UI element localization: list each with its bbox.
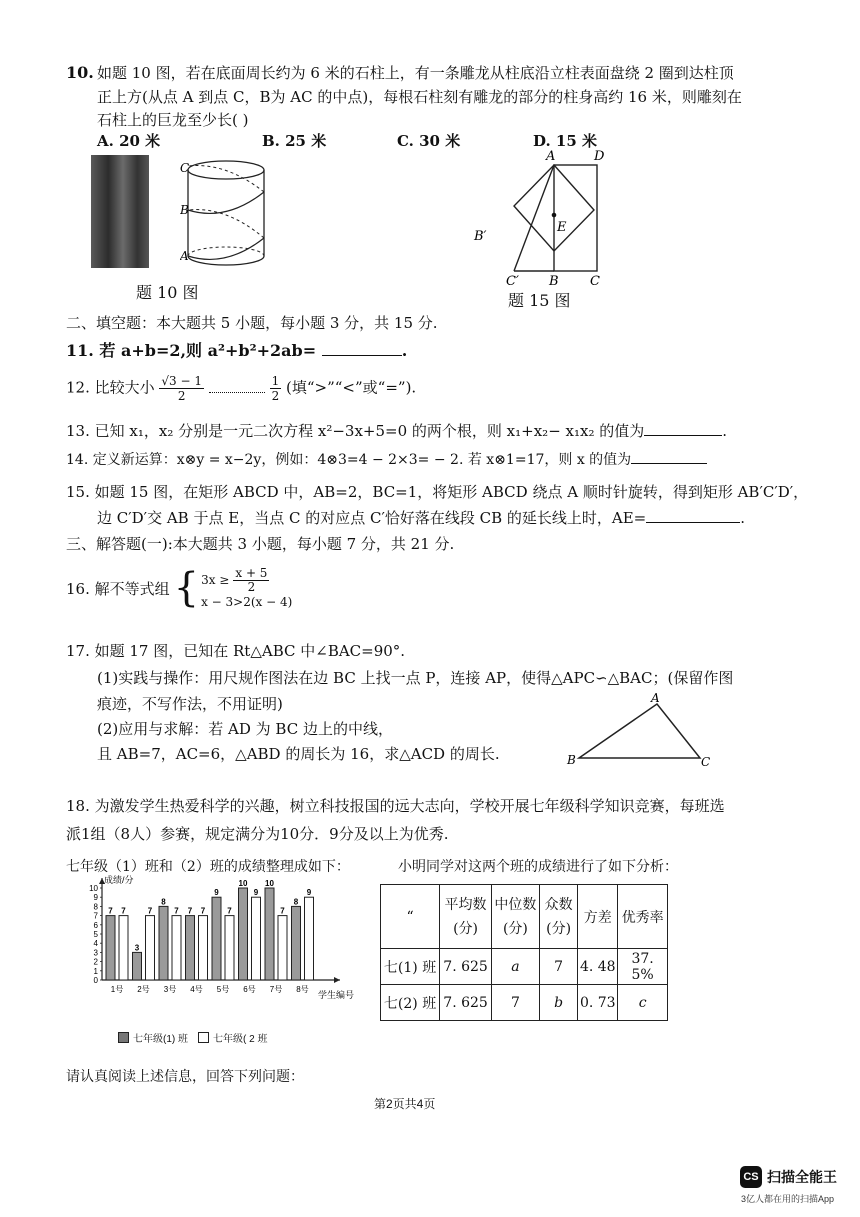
q18-line1: 18. 为激发学生热爱科学的兴趣，树立科技报国的远大志向，学校开展七年级科学知识竞赛，每班选 [66,797,725,815]
stats-table [380,884,668,1021]
y-tick-label: 8 [93,902,98,912]
bar-class2 [199,916,208,980]
fig17-label-a: A [651,691,660,705]
stats-header-row [381,885,668,949]
x-tick-label: 1号 [110,985,124,994]
q18-table-intro: 小明同学对这两个班的成绩进行了如下分析： [398,859,678,875]
q18-line2: 派1组（8人）参赛，规定满分为10分．9分及以上为优秀. [66,825,449,843]
x-tick-label: 5号 [216,985,230,994]
q15-line2: 边 C′D′交 AB 于点 E，当点 C 的对应点 C′恰好落在线段 CB 的延长线上时，AE= [97,509,647,527]
cell-class2-rate: c [618,985,668,1021]
q10-line2: 正上方(从点 A 到点 C，B为 AC 的中点)，每根石柱刻有雕龙的部分的柱身高约 16 米，则雕刻在 [97,88,742,106]
bar-value-label-class2: 7 [200,906,206,916]
x-tick-label: 6号 [243,985,256,994]
cell-class1-variance: 4. 48 [578,949,618,985]
bar-value-label-class2: 7 [121,906,126,916]
fig15-label-c: C [590,274,600,285]
q15-line1: 15. 如题 15 图，在矩形 ABCD 中，AB=2，BC=1，将矩形 ABCD 绕点 A 顺时针旋转，得到矩形 AB′C′D′， [66,483,809,501]
q11 [66,340,407,362]
y-axis-label: 成绩/分 [104,875,134,885]
bar-class2 [172,916,181,980]
fig10-label-a: A [180,249,189,263]
y-tick-label: 1 [93,966,98,976]
bar-class2 [146,916,155,980]
header-mean: 平均数 (分) [440,885,492,949]
q16-ineq1-den: 2 [247,579,256,594]
q13-answer-blank[interactable] [644,421,722,436]
q16-pre: 16. 解不等式组 [66,579,170,598]
q14-text: 14. 定义新运算：x⊗y = x−2y，例如：4⊗3=4 − 2×3= − 2. 若 x⊗1=17，则 x 的值为 [66,452,632,468]
q10-number: 10. [66,63,94,82]
y-tick-label: 7 [93,911,98,921]
legend-swatch-class2 [198,1032,209,1043]
bar-value-label-class2: 7 [147,906,153,916]
q12-frac2-den: 2 [271,389,280,403]
fig15-label-a: A [546,149,556,164]
q10-line1: 如题 10 图，若在底面周长约为 6 米的石柱上，有一条雕龙从柱底沿立柱表面盘绕 2 圈到达柱顶 [97,64,734,82]
q16-ineq1-left: 3x ≥ [201,573,230,587]
q17-line1: 17. 如题 17 图，已知在 Rt△ABC 中∠BAC=90°. [66,642,406,660]
q16: 16. 解不等式组 { 3x ≥ $\frac{x + 5}{2}$ x − 3>2(x − 4) [66,565,293,611]
q10-option-c: C. 30 米 [397,132,461,150]
closing-instruction: 请认真阅读上述信息，回答下列问题： [66,1069,304,1085]
brand-slogan: 3亿人都在用的扫描App [741,1194,835,1204]
x-axis-arrow [334,977,340,983]
figure-15-caption: 题 15 图 [508,291,571,310]
q12-frac2-num: 1 [271,374,280,388]
bar-class1 [239,888,248,980]
y-tick-label: 6 [93,920,98,930]
q12-pre: 12. 比较大小 [66,378,155,397]
fig15-label-b: B [549,274,559,285]
bar-class1 [265,888,274,980]
figure-10-caption: 题 10 图 [136,283,199,302]
legend-label-class2: 七年级( 2 班 [213,1034,268,1045]
bar-class2 [252,897,261,980]
q15-answer-blank[interactable] [646,508,740,523]
section-3-heading: 三、解答题(一):本大题共 3 小题，每小题 7 分，共 21 分. [66,535,455,553]
page-number: 第2页共4页 [374,1097,436,1111]
figure-17-triangle [565,690,725,772]
cell-class1-mode: 7 [539,949,577,985]
q15-end: . [740,509,746,527]
scanner-brand [740,1166,837,1188]
bar-value-label-class2: 9 [306,888,312,898]
bar-class2 [305,897,314,980]
q12-frac1-num: √3 − 1 [161,374,203,388]
score-bar-chart [82,872,362,1027]
q16-ineq1-num: x + 5 [235,565,268,580]
bar-value-label-class2: 7 [280,906,285,916]
q18-chart-intro: 七年级（1）班和（2）班的成绩整理成如下： [66,859,350,875]
cell-class1-rate: 37. 5% [618,949,668,985]
bar-class1 [292,906,301,980]
cell-class2-median: 7 [491,985,539,1021]
bar-value-label-class1: 3 [134,943,140,953]
y-tick-label: 2 [93,957,98,967]
header-mode: 众数 (分) [539,885,577,949]
q10-line3: 石柱上的巨龙至少长( ) [97,111,249,129]
q14-answer-blank[interactable] [631,449,707,464]
stats-row-class2 [381,985,668,1021]
brand-name: 扫描全能王 [767,1169,837,1185]
figure-10-cylinder [180,150,275,280]
bar-class1 [159,906,168,980]
x-tick-label: 2号 [137,985,150,994]
legend-label-class1: 七年级(1) 班 [133,1034,188,1045]
bar-class1 [106,916,115,980]
q15-line2-wrap [97,507,745,529]
bar-class2 [119,916,128,980]
x-tick-label: 4号 [190,985,203,994]
y-tick-label: 9 [93,893,98,903]
fig17-label-b: B [567,753,576,767]
bar-class1 [212,897,221,980]
q16-ineq2: x − 3>2(x − 4) [201,594,293,609]
header-excellent-rate: 优秀率 [618,885,668,949]
cell-class1-mean: 7. 625 [440,949,492,985]
dragon-pillar-photo [91,155,149,268]
bar-value-label-class1: 10 [238,879,248,888]
bar-class1 [133,952,142,980]
y-tick-label: 0 [93,976,98,985]
bar-value-label-class1: 7 [187,906,193,916]
q12 [66,374,416,414]
chart-legend [118,1030,267,1045]
y-tick-label: 10 [89,884,98,893]
bar-value-label-class2: 9 [253,888,259,898]
bar-value-label-class2: 7 [227,906,232,916]
bar-class2 [225,916,234,980]
y-tick-label: 3 [93,948,98,958]
scanner-logo-icon: CS [740,1166,762,1188]
fig15-label-d: D [594,149,605,164]
q17-line5: 且 AB=7，AC=6，△ABD 的周长为 16，求△ACD 的周长. [97,745,500,763]
q11-end: . [401,341,408,360]
cell-class2-variance: 0. 73 [578,985,618,1021]
q10-option-d: D. 15 米 [533,132,598,150]
q17-line4: (2)应用与求解：若 AD 为 BC 边上的中线， [97,720,393,738]
bar-value-label-class1: 7 [108,906,113,916]
q12-post: (填“>”“<”或“=”). [286,378,417,397]
x-tick-label: 8号 [296,985,309,994]
bar-class2 [278,916,287,980]
bar-class1 [186,916,195,980]
fig15-label-e: E [557,220,567,235]
fig15-label-c-prime: C′ [506,274,519,285]
q14 [66,449,707,471]
fig10-label-b: B [180,203,189,217]
bar-value-label-class2: 7 [174,906,179,916]
bar-value-label-class1: 8 [161,897,166,907]
x-tick-label: 7号 [269,985,283,994]
bar-value-label-class1: 10 [265,879,274,888]
q12-frac1-den: 2 [177,389,186,403]
stats-row-class1 [381,949,668,985]
q13-end: . [722,422,728,440]
row-label-class1: 七(1) 班 [381,949,440,985]
cell-class2-mode: b [539,985,577,1021]
q11-text: 11. 若 a+b=2,则 a²+b²+2ab= [66,341,317,360]
cell-class1-median: a [491,949,539,985]
fig10-label-c: C [180,161,190,175]
q12-answer-blank[interactable] [209,378,265,393]
stats-corner-cell: “ [381,885,440,949]
cell-class2-mean: 7. 625 [440,985,492,1021]
row-label-class2: 七(2) 班 [381,985,440,1021]
legend-swatch-class1 [118,1032,129,1043]
q17-line2: (1)实践与操作：用尺规作图法在边 BC 上找一点 P，连接 AP，使得△APC∽△BAC；(保留作图 [97,669,734,687]
header-median: 中位数 (分) [491,885,539,949]
fig15-label-b-prime: B′ [474,229,487,244]
y-tick-label: 4 [93,939,98,949]
x-axis-label: 学生编号 [318,990,355,1000]
q17-line3: 痕迹，不写作法，不用证明) [97,695,283,713]
bar-value-label-class1: 9 [214,888,219,898]
figure-15 [470,145,620,285]
header-variance: 方差 [578,885,618,949]
x-tick-label: 3号 [163,985,177,994]
q13-text: 13. 已知 x₁，x₂ 分别是一元二次方程 x²−3x+5=0 的两个根，则 x₁+x₂− x₁x₂ 的值为 [66,422,645,440]
q11-answer-blank[interactable] [322,341,402,356]
y-tick-label: 5 [93,930,98,939]
q10-option-b: B. 25 米 [262,132,327,150]
bar-value-label-class1: 8 [293,897,299,907]
section-2-heading: 二、填空题：本大题共 5 小题，每小题 3 分，共 15 分. [66,314,438,332]
q10-option-a: A. 20 米 [97,132,161,150]
fig17-label-c: C [701,755,711,769]
q13 [66,420,727,442]
